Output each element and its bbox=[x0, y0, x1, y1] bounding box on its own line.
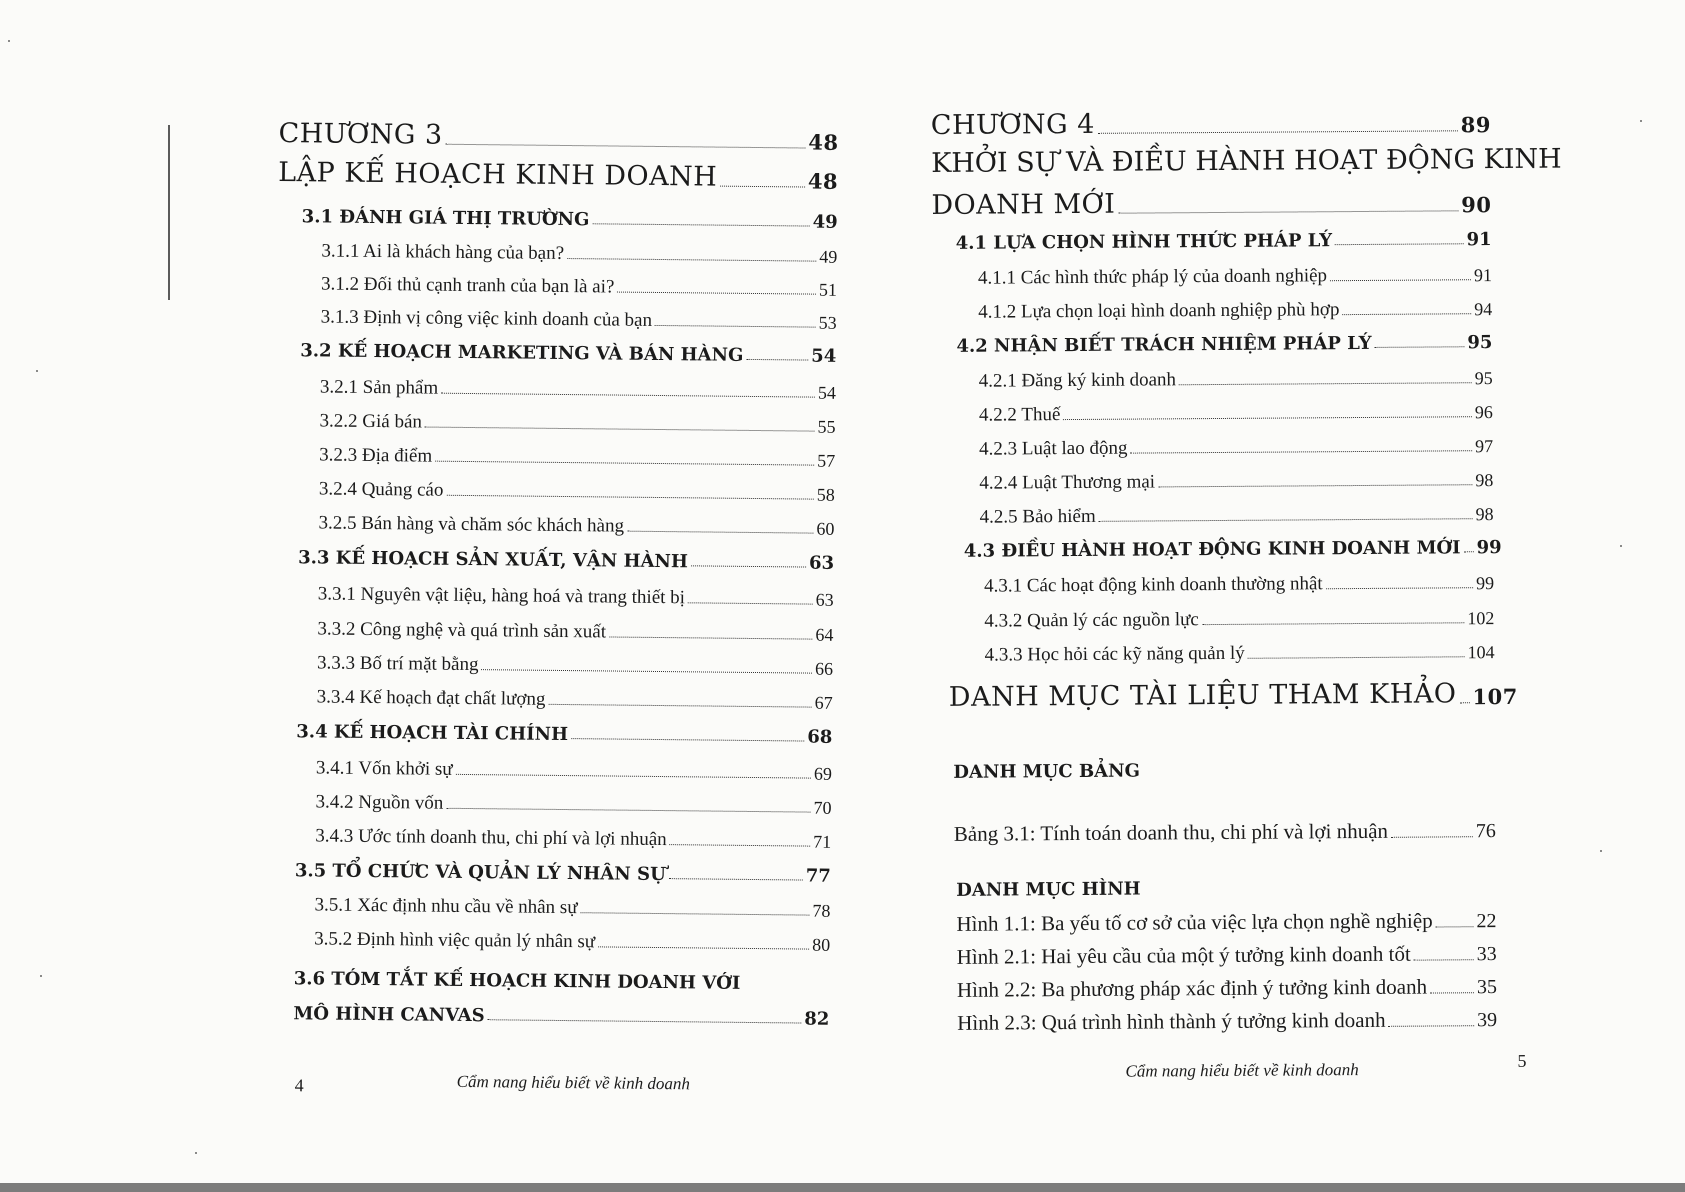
toc-entry-subsection[interactable] bbox=[315, 825, 831, 852]
toc-entry-section[interactable] bbox=[302, 206, 838, 233]
toc-leader bbox=[1063, 416, 1472, 420]
toc-entry-page: 54 bbox=[811, 345, 837, 367]
toc-entry-title: 3.2 KẾ HOẠCH MARKETING VÀ BÁN HÀNG bbox=[300, 340, 744, 366]
toc-entry-subsection[interactable] bbox=[315, 791, 831, 818]
toc-entry-subsection[interactable] bbox=[979, 367, 1493, 393]
scan-speck bbox=[8, 40, 10, 42]
toc-entry-title: 3.3.3 Bố trí mặt bằng bbox=[316, 652, 479, 676]
toc-entry-page: 68 bbox=[807, 726, 833, 748]
toc-entry-chapter-title[interactable] bbox=[278, 157, 838, 194]
figure-list-entry[interactable] bbox=[956, 908, 1496, 937]
scan-speck bbox=[1620, 545, 1622, 547]
toc-leader bbox=[1098, 130, 1458, 134]
toc-entry-title: 4.3 ĐIỀU HÀNH HOẠT ĐỘNG KINH DOANH MỚI bbox=[963, 537, 1461, 562]
toc-entry-page: 55 bbox=[817, 416, 836, 437]
toc-leader bbox=[720, 186, 805, 188]
toc-entry-title: 3.2.4 Quảng cáo bbox=[318, 478, 444, 501]
toc-entry-page: 104 bbox=[1467, 642, 1495, 663]
toc-entry-section[interactable] bbox=[293, 1003, 829, 1030]
list-entry-page: 35 bbox=[1476, 976, 1497, 999]
toc-entry-page: 69 bbox=[813, 763, 833, 784]
toc-leader bbox=[688, 602, 813, 604]
toc-leader bbox=[425, 427, 815, 432]
toc-entry-page: 60 bbox=[816, 518, 835, 539]
toc-leader bbox=[655, 325, 816, 328]
toc-entry-title: 3.4.1 Vốn khởi sự bbox=[315, 757, 453, 780]
toc-leader bbox=[1099, 518, 1473, 522]
toc-entry-title: 3.5.1 Xác định nhu cầu về nhân sự bbox=[314, 894, 578, 919]
scan-speck bbox=[1640, 120, 1642, 122]
toc-entry-page: 99 bbox=[1476, 573, 1495, 594]
list-entry-page: 76 bbox=[1475, 820, 1496, 843]
toc-entry-title: 4.1.2 Lựa chọn loại hình doanh nghiệp phù hợp bbox=[978, 299, 1340, 323]
toc-entry-page: 63 bbox=[815, 589, 834, 610]
toc-entry-page: 89 bbox=[1460, 112, 1491, 138]
figures-heading: DANH MỤC HÌNH bbox=[956, 878, 1141, 901]
toc-entry-title: DANH MỤC TÀI LIỆU THAM KHẢO bbox=[948, 678, 1457, 713]
toc-leader bbox=[598, 946, 809, 949]
list-entry-title: Hình 1.1: Ba yếu tố cơ sở của việc lựa chọn nghề nghiệp bbox=[956, 908, 1433, 936]
toc-entry-title: 3.3 KẾ HOẠCH SẢN XUẤT, VẬN HÀNH bbox=[298, 547, 689, 573]
toc-leader bbox=[592, 223, 809, 226]
toc-leader bbox=[446, 495, 813, 500]
toc-entry-subsection[interactable] bbox=[984, 607, 1494, 633]
toc-entry-page: 82 bbox=[804, 1008, 830, 1030]
toc-leader bbox=[691, 565, 806, 567]
toc-entry-title: 3.1.3 Định vị công việc kinh doanh của bạn bbox=[320, 306, 653, 331]
toc-leader bbox=[1130, 450, 1472, 453]
toc-entry-title: 3.1.1 Ai là khách hàng của bạn? bbox=[321, 240, 565, 264]
toc-entry-subsection[interactable] bbox=[319, 478, 835, 505]
toc-leader bbox=[456, 774, 811, 779]
toc-entry-section[interactable] bbox=[963, 537, 1502, 562]
toc-entry-page: 64 bbox=[815, 624, 834, 645]
list-entry-page: 33 bbox=[1476, 943, 1497, 966]
toc-leader bbox=[567, 258, 816, 262]
toc-entry-title: MÔ HÌNH CANVAS bbox=[293, 1003, 485, 1027]
toc-entry-section-title-line1[interactable]: 3.6 TÓM TẮT KẾ HOẠCH KINH DOANH VỚI bbox=[293, 968, 741, 994]
toc-entry-page: 58 bbox=[816, 484, 835, 505]
toc-leader bbox=[1430, 992, 1474, 993]
toc-entry-title: 3.4.2 Nguồn vốn bbox=[315, 791, 444, 814]
toc-entry-subsection[interactable] bbox=[317, 686, 833, 713]
toc-entry-page: 77 bbox=[805, 865, 831, 887]
toc-entry-subsection[interactable] bbox=[978, 298, 1492, 324]
toc-entry-chapter[interactable] bbox=[931, 106, 1491, 141]
toc-entry-title: 4.3.3 Học hỏi các kỹ năng quản lý bbox=[984, 642, 1245, 666]
toc-entry-title: CHƯƠNG 3 bbox=[278, 117, 443, 151]
scan-speck bbox=[36, 370, 38, 372]
toc-entry-subsection[interactable] bbox=[985, 641, 1495, 667]
toc-entry-title: 4.2.3 Luật lao động bbox=[979, 437, 1128, 460]
running-footer-title: Cẩm nang hiểu biết về kinh doanh bbox=[1125, 1060, 1359, 1081]
toc-entry-subsection[interactable] bbox=[316, 757, 832, 784]
toc-entry-title: 4.2 NHẬN BIẾT TRÁCH NHIỆM PHÁP LÝ bbox=[956, 332, 1372, 357]
toc-leader bbox=[670, 844, 811, 846]
toc-entry-section[interactable] bbox=[295, 860, 831, 887]
toc-entry-page: 91 bbox=[1466, 229, 1492, 251]
toc-leader bbox=[1391, 836, 1473, 838]
toc-entry-page: 80 bbox=[812, 934, 831, 955]
list-entry-title: Hình 2.3: Quá trình hình thành ý tưởng kinh doanh bbox=[957, 1007, 1386, 1035]
toc-leader bbox=[481, 669, 812, 673]
toc-entry-title: 3.5.2 Định hình việc quản lý nhân sự bbox=[314, 928, 596, 953]
toc-leader bbox=[1335, 243, 1464, 245]
toc-entry-page: 97 bbox=[1475, 436, 1494, 457]
toc-leader bbox=[1342, 313, 1471, 315]
running-footer-title: Cẩm nang hiểu biết về kinh doanh bbox=[456, 1071, 691, 1094]
toc-entry-title: 4.1.1 Các hình thức pháp lý của doanh nghiệp bbox=[977, 265, 1328, 289]
toc-entry-section[interactable] bbox=[300, 340, 836, 367]
toc-leader bbox=[1375, 346, 1465, 348]
toc-leader bbox=[1330, 279, 1471, 281]
toc-leader bbox=[609, 636, 812, 639]
scan-speck bbox=[1600, 850, 1602, 852]
toc-entry-title: 3.2.3 Địa điểm bbox=[319, 444, 433, 467]
toc-entry-page: 98 bbox=[1475, 504, 1494, 525]
toc-entry-subsection[interactable] bbox=[314, 928, 830, 955]
figure-list-entry[interactable] bbox=[957, 941, 1497, 970]
toc-entry-subsection[interactable] bbox=[979, 435, 1493, 461]
list-entry-title: Hình 2.1: Hai yêu cầu của một ý tưởng kinh doanh tốt bbox=[956, 941, 1411, 969]
list-entry-title: Bảng 3.1: Tính toán doanh thu, chi phí và lợi nhuận bbox=[953, 818, 1389, 846]
scan-speck bbox=[195, 1152, 197, 1154]
list-entry-page: 39 bbox=[1477, 1009, 1498, 1032]
toc-entry-title: 3.5 TỔ CHỨC VÀ QUẢN LÝ NHÂN SỰ bbox=[294, 860, 666, 886]
toc-entry-subsection[interactable] bbox=[318, 512, 834, 539]
toc-entry-page: 66 bbox=[814, 658, 834, 679]
toc-entry-section[interactable] bbox=[298, 547, 834, 574]
left-page bbox=[278, 0, 860, 1096]
toc-leader bbox=[1460, 702, 1470, 703]
toc-entry-title: 4.2.2 Thuế bbox=[978, 404, 1061, 426]
toc-entry-page: 90 bbox=[1461, 192, 1492, 218]
toc-entry-page: 95 bbox=[1474, 368, 1493, 389]
toc-entry-page: 48 bbox=[807, 168, 839, 194]
toc-entry-subsection[interactable] bbox=[317, 618, 833, 645]
toc-entry-subsection[interactable] bbox=[314, 894, 830, 921]
toc-entry-title: 3.2.5 Bán hàng và chăm sóc khách hàng bbox=[318, 512, 625, 537]
toc-entry-page: 53 bbox=[818, 312, 837, 333]
toc-entry-page: 49 bbox=[812, 211, 838, 233]
page-number: 5 bbox=[1517, 1050, 1527, 1071]
toc-entry-page: 71 bbox=[813, 831, 832, 852]
toc-entry-references[interactable] bbox=[948, 678, 1518, 713]
toc-entry-title: 4.2.4 Luật Thương mại bbox=[979, 471, 1156, 494]
toc-entry-page: 57 bbox=[817, 450, 836, 471]
toc-leader bbox=[1464, 551, 1474, 552]
toc-entry-chapter-title-line1[interactable]: KHỞI SỰ VÀ ĐIỀU HÀNH HOẠT ĐỘNG KINH bbox=[931, 143, 1562, 179]
toc-entry-page: 96 bbox=[1474, 402, 1493, 423]
toc-entry-title: 3.4 KẾ HOẠCH TÀI CHÍNH bbox=[296, 721, 569, 746]
toc-entry-title: 4.3.2 Quản lý các nguồn lực bbox=[984, 609, 1199, 632]
figure-list-entry[interactable] bbox=[957, 974, 1497, 1003]
toc-entry-title: DOANH MỚI bbox=[931, 188, 1116, 221]
toc-entry-subsection[interactable] bbox=[979, 401, 1493, 427]
toc-entry-subsection[interactable] bbox=[321, 273, 837, 300]
toc-entry-title: 3.2.1 Sản phẩm bbox=[319, 376, 439, 399]
toc-entry-chapter-title[interactable] bbox=[931, 186, 1491, 221]
toc-entry-subsection[interactable] bbox=[317, 652, 833, 679]
toc-leader bbox=[581, 912, 810, 915]
toc-entry-subsection[interactable] bbox=[321, 306, 837, 333]
toc-leader bbox=[441, 393, 815, 398]
toc-entry-subsection[interactable] bbox=[978, 264, 1492, 290]
toc-leader bbox=[1436, 926, 1474, 927]
toc-entry-title: 3.4.3 Ước tính doanh thu, chi phí và lợi nhuận bbox=[315, 825, 667, 851]
toc-entry-title: 3.2.2 Giá bán bbox=[319, 410, 423, 433]
toc-leader bbox=[669, 878, 803, 880]
toc-leader bbox=[1389, 1025, 1475, 1027]
toc-entry-subsection[interactable] bbox=[984, 572, 1494, 598]
toc-entry-page: 51 bbox=[818, 279, 838, 300]
toc-leader bbox=[1179, 382, 1472, 385]
toc-entry-title: 3.3.4 Kế hoạch đạt chất lượng bbox=[316, 686, 546, 710]
toc-entry-page: 67 bbox=[814, 692, 833, 713]
toc-leader bbox=[617, 292, 816, 295]
toc-leader bbox=[446, 144, 806, 149]
toc-entry-title: 3.3.2 Công nghệ và quá trình sản xuất bbox=[317, 618, 607, 643]
toc-entry-page: 94 bbox=[1474, 299, 1493, 320]
toc-entry-page: 63 bbox=[808, 552, 835, 574]
toc-entry-subsection[interactable] bbox=[319, 410, 835, 437]
toc-entry-subsection[interactable] bbox=[979, 469, 1493, 495]
toc-leader bbox=[1202, 622, 1465, 625]
toc-leader bbox=[571, 738, 804, 741]
toc-entry-page: 54 bbox=[817, 382, 837, 403]
toc-entry-page: 49 bbox=[819, 246, 838, 267]
toc-leader bbox=[1326, 587, 1473, 589]
toc-entry-section[interactable] bbox=[956, 332, 1492, 357]
toc-entry-title: LẬP KẾ HOẠCH KINH DOANH bbox=[278, 156, 718, 193]
toc-entry-subsection[interactable] bbox=[321, 240, 837, 267]
toc-entry-section[interactable] bbox=[296, 721, 832, 748]
toc-entry-page: 98 bbox=[1475, 470, 1494, 491]
toc-leader bbox=[627, 531, 814, 534]
page-number: 4 bbox=[294, 1075, 304, 1096]
toc-leader bbox=[1414, 959, 1474, 960]
toc-entry-page: 95 bbox=[1467, 332, 1493, 354]
scan-bottom-band bbox=[0, 1183, 1685, 1192]
toc-entry-title: 4.1 LỰA CHỌN HÌNH THỨC PHÁP LÝ bbox=[955, 230, 1333, 254]
toc-entry-title: 4.2.5 Bảo hiểm bbox=[979, 505, 1096, 528]
toc-entry-page: 78 bbox=[812, 900, 831, 921]
toc-entry-title: 4.2.1 Đăng ký kinh doanh bbox=[978, 369, 1177, 392]
toc-leader bbox=[548, 704, 811, 708]
scan-edge-line bbox=[168, 125, 170, 300]
toc-leader bbox=[446, 808, 810, 813]
toc-entry-page: 48 bbox=[808, 129, 839, 155]
table-list-entry[interactable] bbox=[954, 818, 1496, 847]
toc-leader bbox=[1118, 210, 1458, 213]
toc-entry-section[interactable] bbox=[956, 229, 1492, 254]
toc-leader bbox=[746, 359, 808, 361]
toc-entry-subsection[interactable] bbox=[980, 503, 1494, 529]
toc-leader bbox=[1158, 484, 1472, 487]
toc-entry-page: 107 bbox=[1472, 683, 1518, 710]
toc-entry-title: 3.1.2 Đối thủ cạnh tranh của bạn là ai? bbox=[320, 273, 615, 298]
toc-entry-subsection[interactable] bbox=[318, 583, 834, 610]
toc-entry-subsection[interactable] bbox=[319, 444, 835, 471]
toc-entry-title: CHƯƠNG 4 bbox=[930, 108, 1096, 141]
toc-entry-subsection[interactable] bbox=[320, 376, 836, 403]
toc-leader bbox=[1248, 656, 1465, 659]
toc-leader bbox=[488, 1019, 802, 1023]
list-entry-page: 22 bbox=[1476, 910, 1497, 933]
toc-entry-page: 102 bbox=[1467, 608, 1495, 629]
toc-entry-title: 4.3.1 Các hoạt động kinh doanh thường nhật bbox=[984, 573, 1323, 597]
figure-list-entry[interactable] bbox=[957, 1007, 1497, 1036]
toc-entry-page: 91 bbox=[1473, 265, 1493, 286]
scan-speck bbox=[40, 975, 42, 977]
list-entry-title: Hình 2.2: Ba phương pháp xác định ý tưởng kinh doanh bbox=[956, 974, 1428, 1002]
toc-entry-title: 3.1 ĐÁNH GIÁ THỊ TRƯỜNG bbox=[301, 206, 590, 231]
toc-leader bbox=[435, 461, 814, 466]
toc-entry-title: 3.3.1 Nguyên vật liệu, hàng hoá và trang thiết bị bbox=[317, 583, 686, 609]
toc-entry-chapter[interactable] bbox=[278, 118, 838, 155]
toc-entry-page: 70 bbox=[813, 797, 832, 818]
tables-heading: DANH MỤC BẢNG bbox=[953, 760, 1140, 783]
toc-entry-page: 99 bbox=[1476, 537, 1502, 559]
